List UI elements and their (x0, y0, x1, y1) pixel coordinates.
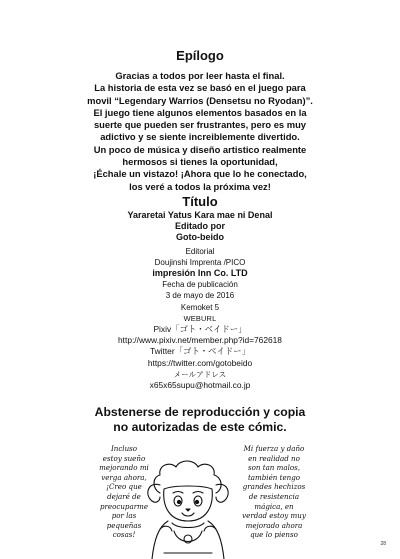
notice-line: Abstenerse de reproducción y copia (94, 405, 306, 419)
speech-line: son tan malos, (247, 463, 301, 473)
speech-line: pequeñas (106, 520, 142, 530)
epilogue-line: los veré a todos la próxima vez! (129, 180, 271, 192)
speech-line: dejaré de (107, 491, 141, 501)
editorial: Doujinshi Imprenta /PICO (154, 257, 246, 267)
right-horn (216, 484, 228, 502)
epilogue-line: El juego tiene algunos elementos basados en la (93, 106, 307, 118)
nose (186, 509, 190, 511)
credits-title: Título (182, 194, 218, 209)
epilogue-title: Epílogo (176, 48, 224, 63)
left-horn (148, 484, 160, 502)
date-label: Fecha de publicación (162, 280, 238, 290)
speech-line: preocuparme (99, 501, 149, 511)
edited-by: Goto-beido (176, 232, 224, 243)
right-brow (193, 492, 203, 494)
epilogue-line: movil “Legendary Warrios (Densetsu no Ryodan)”. (87, 94, 313, 106)
page-number: 28 (380, 541, 386, 547)
event-name: Kemoket 5 (180, 302, 220, 312)
speech-line: que lo pienso (250, 530, 298, 540)
publication-date: 3 de mayo de 2016 (165, 291, 235, 301)
printer: impresión Inn Co. LTD (152, 268, 248, 279)
speech-line: ¡Creo que (106, 482, 142, 492)
epilogue-line: adictivo y se siente increiblemente divertido. (100, 131, 300, 143)
speech-line: cosas! (112, 530, 136, 540)
speech-line: Incluso (110, 444, 138, 453)
pixiv-label: Pixiv「ゴト・ベイドー」 (153, 324, 247, 335)
speech-text-right (232, 444, 316, 540)
epilogue-line: suerte que pueden ser frustrantes, pero es muy (93, 119, 307, 131)
speech-line: en realidad no (248, 453, 300, 463)
speech-line: mejorando mi (99, 463, 149, 473)
twitter-label: Twitter「ゴト・ベイドー」 (149, 346, 251, 357)
mouth (182, 513, 194, 516)
epilogue-line: hermosos si tienes la oportunidad, (122, 156, 278, 168)
credits-block (0, 210, 400, 391)
speech-line: verdad estoy muy (242, 511, 306, 521)
email-label: メールアドレス (173, 369, 227, 379)
sheep-character-illustration (138, 455, 238, 559)
speech-line: mágica, en (254, 501, 294, 511)
speech-line: de resistencia (248, 491, 300, 501)
chest-armor (174, 531, 202, 542)
speech-line: verga ahora, (101, 472, 147, 482)
notice-line: no autorizadas de este cómic. (113, 420, 287, 434)
collar (172, 523, 204, 528)
edited-by-label: Editado por (175, 221, 225, 232)
left-pupil (177, 500, 180, 503)
speech-line: grandes hechizos (242, 482, 306, 492)
epilogue-line: Gracias a todos por leer hasta el final. (115, 70, 285, 81)
twitter-url: https://twitter.com/gotobeido (147, 357, 253, 368)
editorial-label: Editorial (185, 246, 215, 256)
speech-line: mejorado ahora (245, 520, 303, 530)
weburl-label: WEBURL (183, 313, 217, 323)
copyright-notice (0, 405, 400, 435)
right-pupil (195, 500, 198, 503)
speech-line: también tengo (247, 472, 301, 482)
speech-line: por las (111, 511, 137, 521)
work-title: Yararetai Yatus Kara mae ni Denal (127, 210, 273, 220)
epilogue-text (0, 70, 400, 193)
epilogue-line: Un poco de música y diseño artistico realmente (93, 143, 307, 155)
epilogue-line: La historia de esta vez se basó en el juego para (94, 82, 306, 94)
email: x65x65supu@hotmail.co.jp (149, 380, 251, 391)
speech-line: Mi fuerza y daño (243, 444, 305, 453)
speech-line: estoy sueño (102, 453, 146, 463)
epilogue-line: ¡Échale un vistazo! ¡Ahora que lo he conectado, (93, 168, 307, 180)
right-shoulder (204, 526, 216, 531)
pixiv-url: http://www.pixiv.net/member.php?id=762618 (118, 335, 282, 346)
left-brow (173, 492, 183, 494)
left-shoulder (160, 526, 172, 531)
